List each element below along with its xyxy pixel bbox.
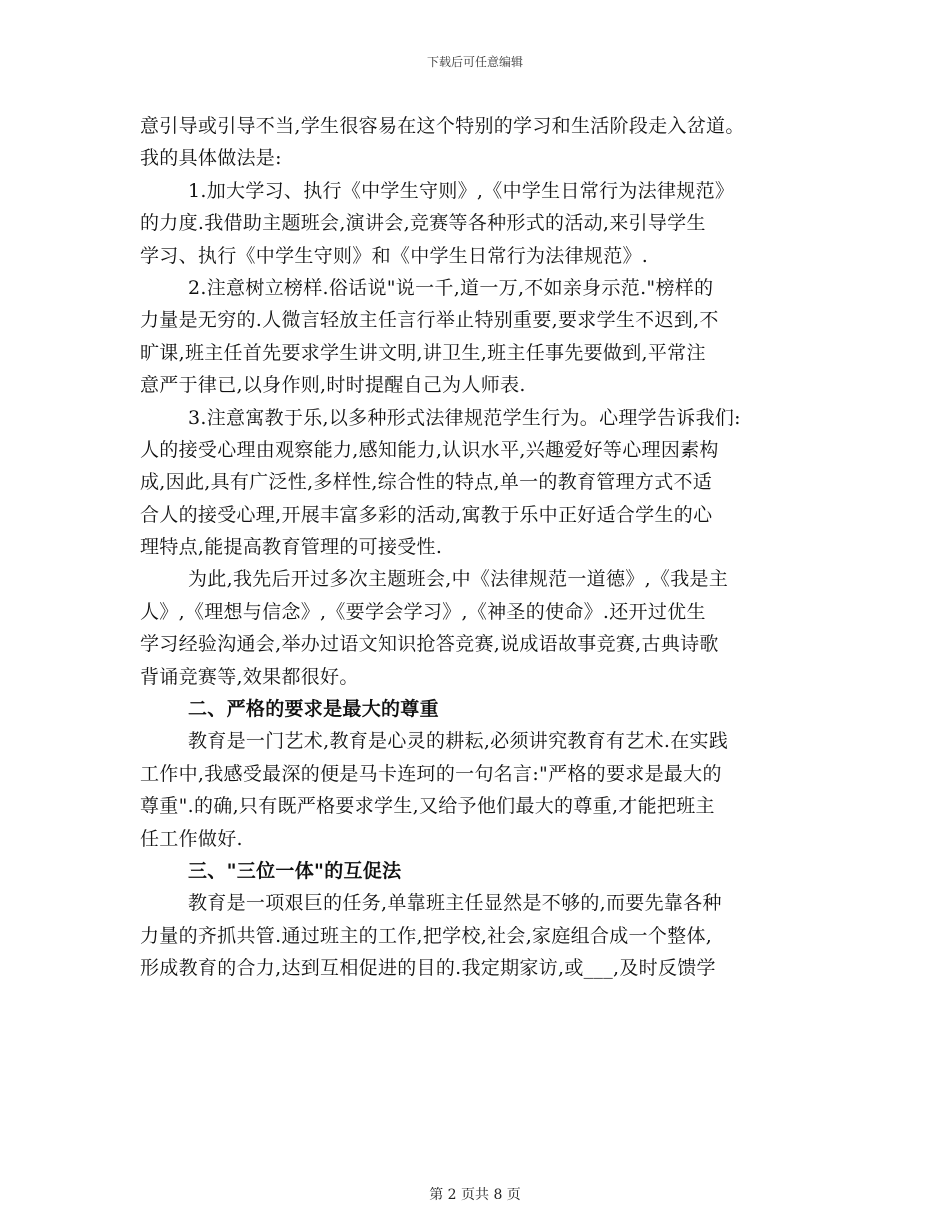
body-line: 力量是无穷的.人微言轻放主任言行举止特别重要,要求学生不迟到,不 xyxy=(140,309,719,332)
body-line: 意引导或引导不当,学生很容易在这个特别的学习和生活阶段走入岔道。 xyxy=(140,115,745,137)
body-line: 人》,《理想与信念》,《要学会学习》,《神圣的使命》.还开过优生 xyxy=(140,600,706,623)
body-line: 学习经验沟通会,举办过语文知识抢答竞赛,说成语故事竞赛,古典诗歌 xyxy=(140,633,719,656)
body-line: 教育是一项艰巨的任务,单靠班主任显然是不够的,而要先靠各种 xyxy=(188,892,722,915)
body-line: 工作中,我感受最深的便是马卡连珂的一句名言:"严格的要求是最大的 xyxy=(140,762,722,785)
body-line: 教育是一门艺术,教育是心灵的耕耘,必须讲究教育有艺术.在实践 xyxy=(188,730,729,753)
body-line: 背诵竞赛等,效果都很好。 xyxy=(140,665,359,688)
body-line: 人的接受心理由观察能力,感知能力,认识水平,兴趣爱好等心理因素构 xyxy=(140,438,719,461)
body-line: 合人的接受心理,开展丰富多彩的活动,寓教于乐中正好适合学生的心 xyxy=(140,503,713,526)
section-heading: 二、严格的要求是最大的尊重 xyxy=(188,698,439,721)
body-line: 为此,我先后开过多次主题班会,中《法律规范一道德》,《我是主 xyxy=(188,568,729,591)
body-line: 理特点,能提高教育管理的可接受性. xyxy=(140,536,443,559)
body-line: 意严于律已,以身作则,时时提醒自己为人师表. xyxy=(140,374,526,397)
body-line: 尊重".的确,只有既严格要求学生,又给予他们最大的尊重,才能把班主 xyxy=(140,795,715,818)
body-line: 旷课,班主任首先要求学生讲文明,讲卫生,班主任事先要做到,平常注 xyxy=(140,341,706,364)
body-line: 2.注意树立榜样.俗话说"说一千,道一万,不如亲身示范."榜样的 xyxy=(188,276,714,299)
body-line: 的力度.我借助主题班会,演讲会,竞赛等各种形式的活动,来引导学生 xyxy=(140,212,706,235)
body-line: 任工作做好. xyxy=(140,827,243,850)
page-footer: 第 2 页共 8 页 xyxy=(429,1187,521,1203)
body-line: 我的具体做法是: xyxy=(140,147,282,170)
page-header: 下载后可任意编辑 xyxy=(426,55,523,69)
body-line: 3.注意寓教于乐,以多种形式法律规范学生行为。心理学告诉我们: xyxy=(188,406,741,429)
section-heading: 三、"三位一体"的互促法 xyxy=(188,859,402,882)
body-line: 力量的齐抓共管.通过班主的工作,把学校,社会,家庭组合成一个整体, xyxy=(140,924,713,947)
document-body xyxy=(140,110,830,985)
body-line: 学习、执行《中学生守则》和《中学生日常行为法律规范》. xyxy=(140,244,649,267)
body-line: 成,因此,具有广泛性,多样性,综合性的特点,单一的教育管理方式不适 xyxy=(140,471,713,494)
body-line: 1.加大学习、执行《中学生守则》,《中学生日常行为法律规范》 xyxy=(188,179,735,202)
body-line: 形成教育的合力,达到互相促进的目的.我定期家访,或___,及时反馈学 xyxy=(140,957,716,980)
